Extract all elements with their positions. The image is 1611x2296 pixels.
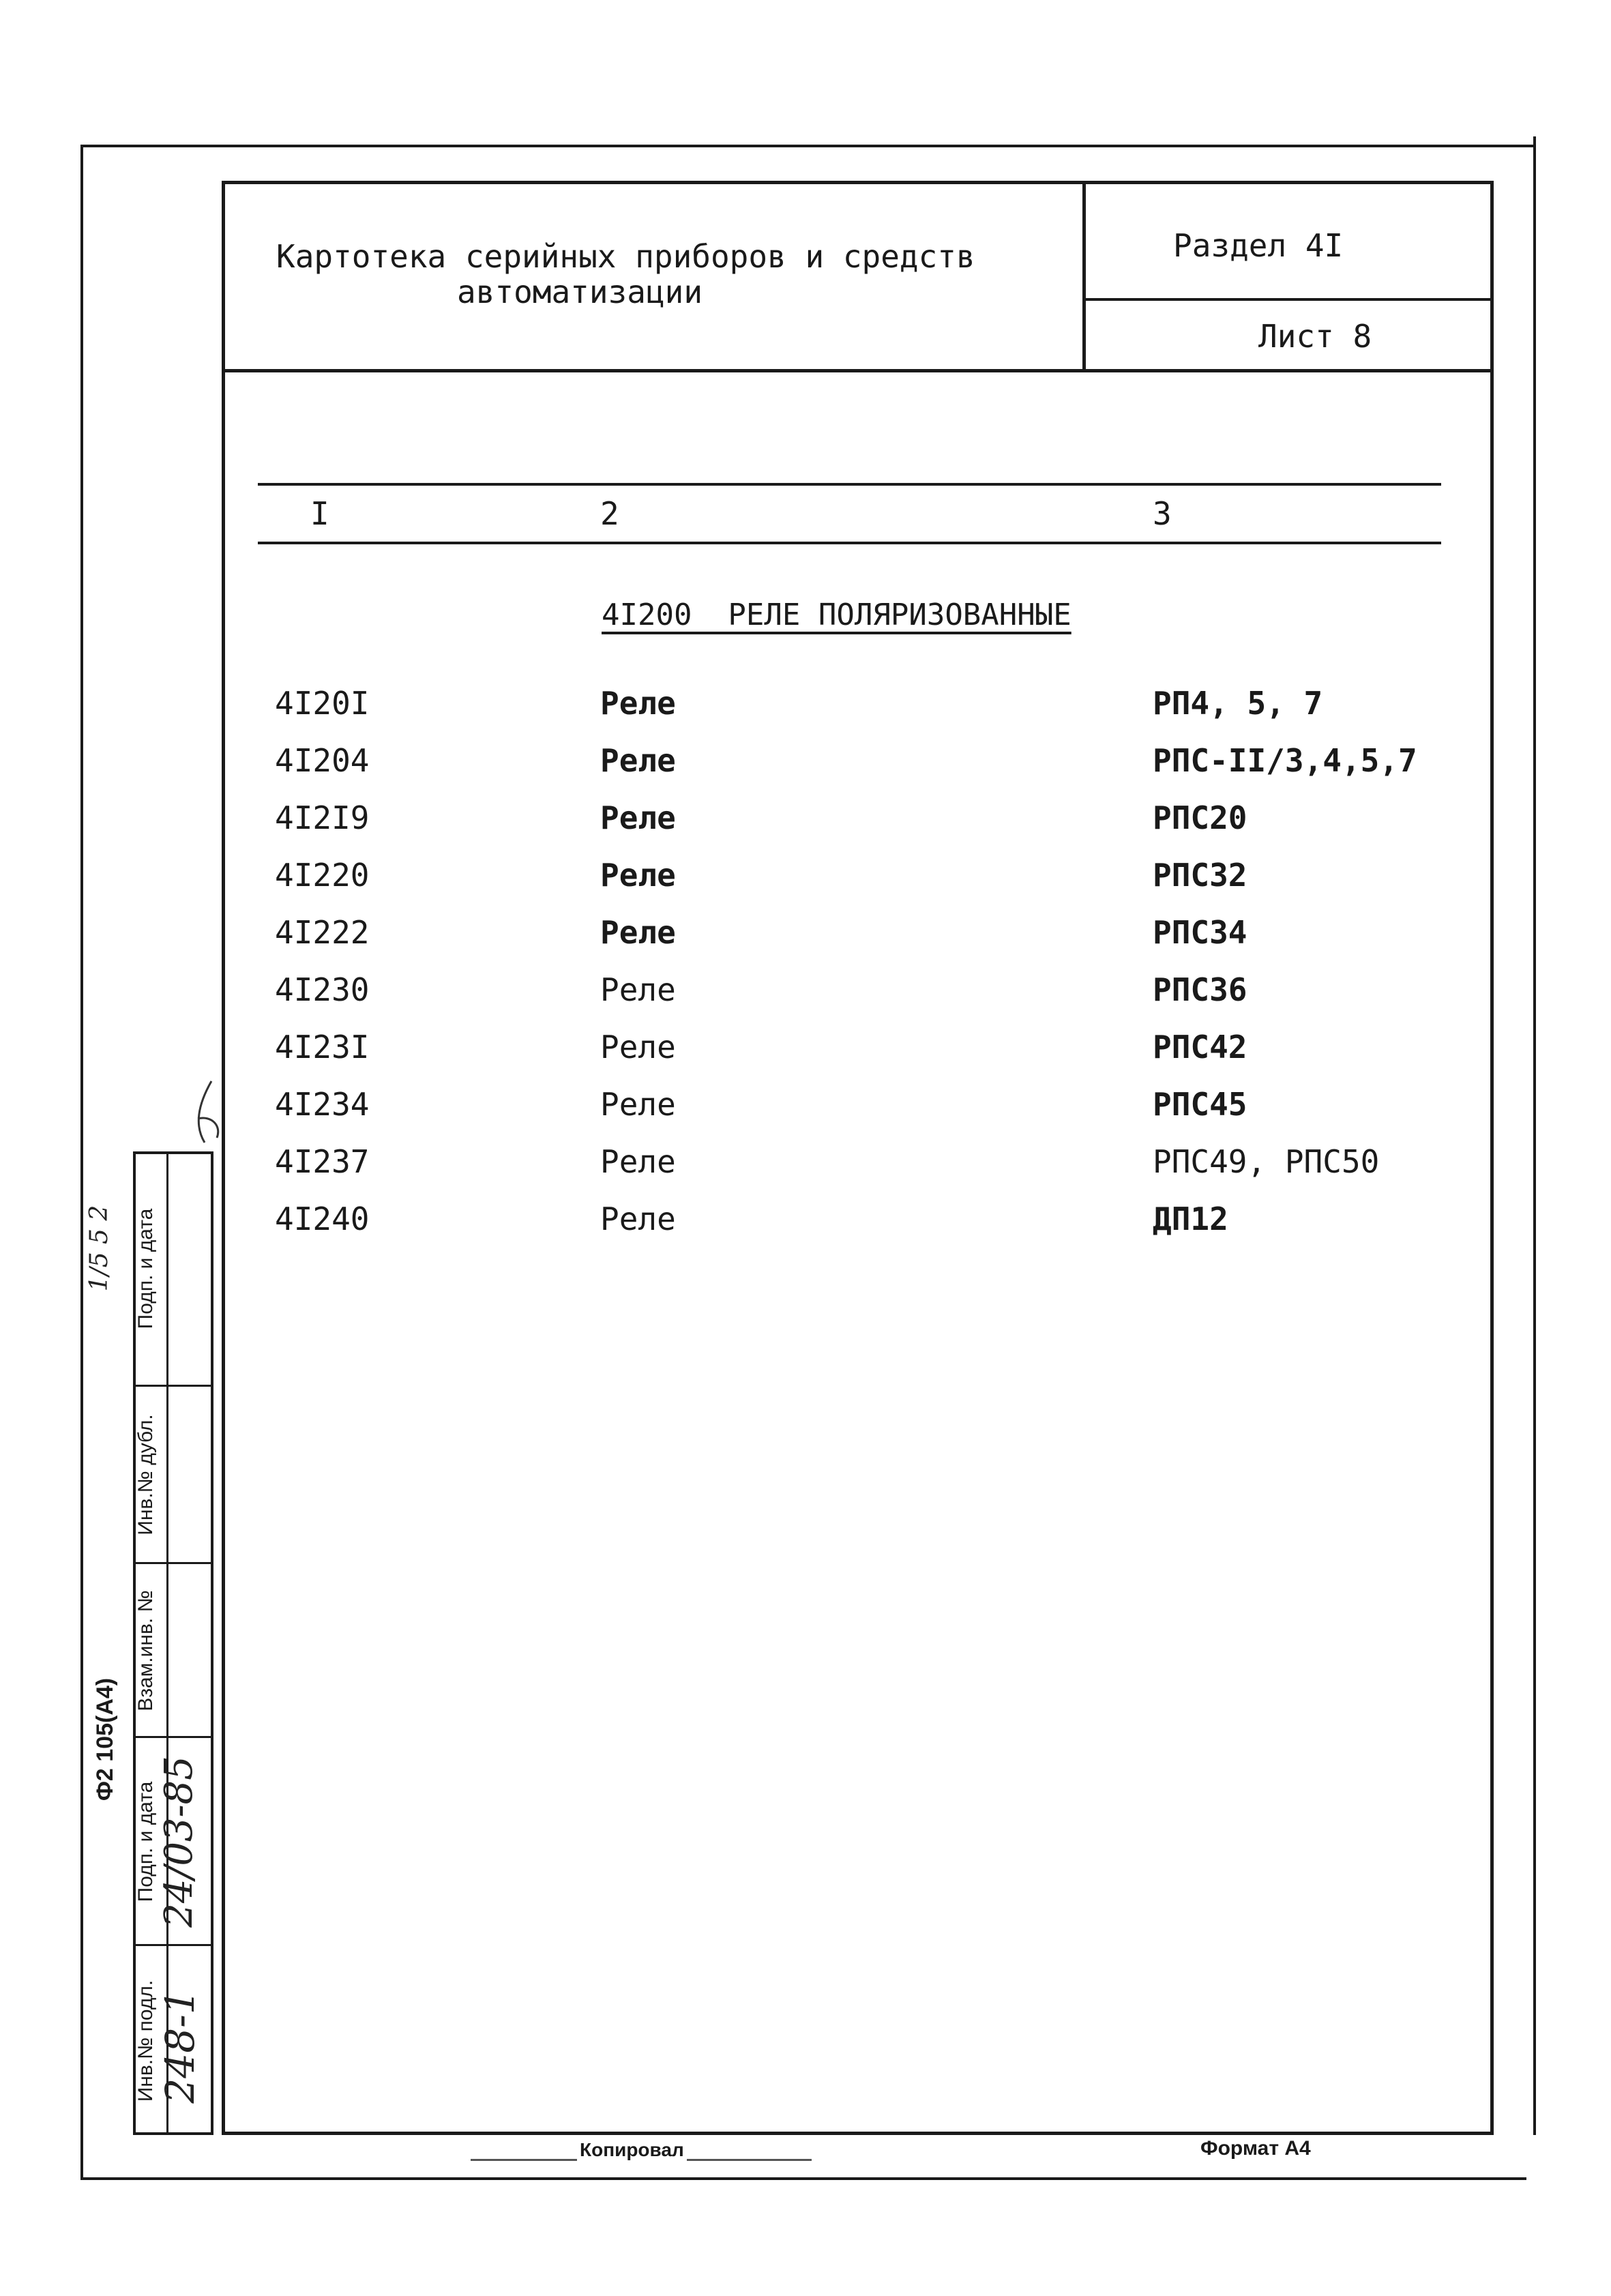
- stamp-label-inv-no: Инв.№ подл.: [134, 1979, 157, 2102]
- row-code: 4I240: [275, 1201, 370, 1237]
- row-type: ДП12: [1153, 1201, 1228, 1237]
- sheet-label: Лист 8: [1258, 318, 1372, 355]
- stamp-label-dup-inv: Инв.№ дубл.: [134, 1414, 157, 1535]
- row-type: РПС32: [1153, 857, 1247, 894]
- form-number: Ф2 105(А4): [92, 1677, 118, 1801]
- handwritten-sign-2: 1/5 5 2: [85, 1205, 113, 1292]
- row-type: РПС36: [1153, 971, 1247, 1008]
- section-label: Раздел 4I: [1173, 227, 1344, 264]
- row-name: Реле: [600, 914, 676, 951]
- row-name: Реле: [600, 742, 676, 779]
- title-block-bottom-line: [222, 369, 1494, 372]
- stamp-label-replace-inv: Взам.инв. №: [134, 1590, 157, 1711]
- footer-format-label: Формат А4: [1200, 2137, 1311, 2160]
- row-code: 4I220: [275, 857, 370, 894]
- stamp-label-sign-date: Подп. и дата: [134, 1781, 157, 1902]
- row-code: 4I222: [275, 914, 370, 951]
- row-type: РПС42: [1153, 1029, 1247, 1065]
- row-code: 4I237: [275, 1143, 370, 1180]
- outer-border-bottom: [80, 2177, 1526, 2180]
- row-code: 4I2I9: [275, 799, 370, 836]
- row-name: Реле: [600, 685, 676, 722]
- row-code: 4I204: [275, 742, 370, 779]
- signature-mark: [184, 1078, 232, 1153]
- row-type: РПС20: [1153, 799, 1247, 836]
- outer-border-right: [1533, 136, 1536, 2135]
- row-name: Реле: [600, 857, 676, 894]
- stamp-label-sign-date-2: Подп. и дата: [134, 1208, 157, 1329]
- row-name: Реле: [600, 1201, 676, 1237]
- document-title-line2: автоматизации: [457, 274, 703, 310]
- row-code: 4I23I: [275, 1029, 370, 1065]
- column-header-top-rule: [258, 483, 1441, 486]
- handwritten-inv-number: 248-1: [157, 1989, 203, 2104]
- row-name: Реле: [600, 1086, 676, 1123]
- row-code: 4I20I: [275, 685, 370, 722]
- row-name: Реле: [600, 799, 676, 836]
- column-header-1: I: [310, 495, 329, 532]
- row-type: РПС34: [1153, 914, 1247, 951]
- handwritten-sign-date: 24/03-85: [157, 1756, 201, 1928]
- group-title: 4I200 РЕЛЕ ПОЛЯРИЗОВАННЫЕ: [602, 598, 1071, 632]
- column-header-bottom-rule: [258, 542, 1441, 544]
- column-header-3: 3: [1153, 495, 1172, 532]
- row-name: Реле: [600, 1143, 676, 1180]
- document-title-line1: Картотека серийных приборов и средств: [276, 238, 975, 275]
- footer-copied-label: Копировал: [577, 2139, 687, 2161]
- row-code: 4I230: [275, 971, 370, 1008]
- outer-border-left: [80, 145, 83, 2180]
- row-code: 4I234: [275, 1086, 370, 1123]
- row-type: РПС45: [1153, 1086, 1247, 1123]
- title-block-divider: [1082, 181, 1086, 372]
- row-type: РПС-II/3,4,5,7: [1153, 742, 1417, 779]
- row-type: РП4, 5, 7: [1153, 685, 1323, 722]
- column-header-2: 2: [600, 495, 619, 532]
- row-type: РПС49, РПС50: [1153, 1143, 1380, 1180]
- row-name: Реле: [600, 1029, 676, 1065]
- section-sheet-divider: [1084, 298, 1494, 301]
- outer-border-top: [83, 145, 1535, 147]
- row-name: Реле: [600, 971, 676, 1008]
